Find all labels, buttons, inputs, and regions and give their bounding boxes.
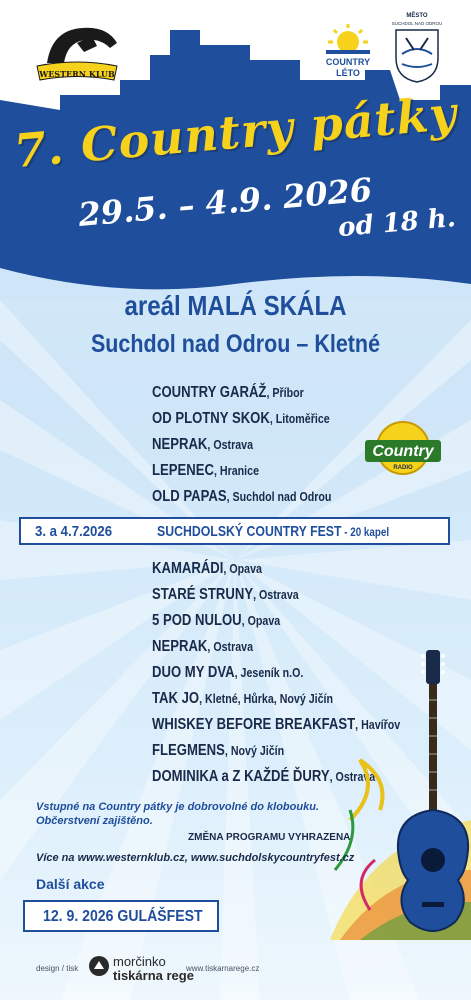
info-websites	[36, 851, 354, 865]
country-leto-logo	[316, 22, 380, 82]
printer-logo-icon	[88, 955, 110, 977]
logo-middle-text-1: COUNTRY	[325, 57, 371, 67]
program-place: , Litoměřice	[269, 411, 330, 426]
program-place: , Havířov	[355, 717, 401, 732]
info-refreshments: Občerstvení zajištěno.	[36, 815, 153, 827]
more-events-label: Další akce	[36, 876, 105, 892]
program-band: NEPRAK, Ostrava	[152, 436, 254, 453]
program-band: DUO MY DVA, Jeseník n.O.	[152, 664, 304, 681]
town-crest-logo	[388, 8, 446, 84]
program-band: OD PLOTNY SKOK, Litoměřice	[152, 410, 330, 427]
program-band: 5 POD NULOU, Opava	[152, 612, 281, 629]
western-klub-logo	[22, 18, 132, 98]
program-band: NEPRAK, Ostrava	[152, 638, 254, 655]
event-date-range: 29.5. – 4.9. 2026	[76, 170, 374, 235]
program-place: , Nový Jičín	[224, 743, 285, 758]
program-band: STARÉ STRUNY, Ostrava	[152, 586, 299, 603]
program-place: , Hranice	[213, 463, 260, 478]
program-place: , Jeseník n.O.	[234, 665, 304, 680]
program-band: DOMINIKA a Z KAŽDÉ ĎURY, Ostrava	[152, 768, 376, 785]
festival-highlight-box	[19, 517, 450, 545]
footer	[0, 944, 471, 1000]
country-radio-logo	[363, 420, 443, 480]
radio-sub: RADIO	[393, 465, 413, 471]
program-place: , Ostrava	[253, 587, 299, 602]
program-place: , Kletné, Hůrka, Nový Jičín	[199, 691, 334, 706]
info-program-change: ZMĚNA PROGRAMU VYHRAZENA	[188, 832, 351, 843]
footer-brand-line1: morčinko	[113, 954, 166, 969]
more-event-item: 12. 9. 2026 GULÁŠFEST	[43, 908, 203, 925]
program-place: , Ostrava	[207, 437, 254, 452]
festival-name: SUCHDOLSKÝ COUNTRY FEST - 20 kapel	[157, 523, 390, 540]
program-place: , Ostrava	[207, 639, 254, 654]
program-place: , Opava	[241, 613, 281, 628]
program-band: TAK JO, Kletné, Hůrka, Nový Jičín	[152, 690, 334, 707]
footer-url: www.tiskarnarege.cz	[186, 964, 260, 973]
program-band: WHISKEY BEFORE BREAKFAST, Havířov	[152, 716, 401, 733]
program-band: OLD PAPAS, Suchdol nad Odrou	[152, 488, 332, 505]
program-place: , Příbor	[266, 385, 304, 400]
program-place: , Opava	[223, 561, 262, 576]
event-start-time: od 18 h.	[336, 203, 457, 244]
info-web-text: Více na www.westernklub.cz, www.suchdolskycountryfest.cz	[36, 852, 355, 864]
footer-design-label: design / tisk	[36, 964, 79, 973]
radio-name: Country	[372, 443, 434, 460]
info-block	[36, 800, 356, 828]
program-band: KAMARÁDI, Opava	[152, 560, 262, 577]
venue-name: areál MALÁ SKÁLA	[124, 290, 347, 321]
program-band: COUNTRY GARÁŽ, Příbor	[152, 384, 304, 401]
footer-brand-line2: tiskárna rege	[113, 968, 194, 983]
logo-left-text: WESTERN KLUB	[39, 69, 115, 79]
program-place: , Suchdol nad Odrou	[226, 489, 332, 504]
event-title: 7. Country pátky	[11, 85, 460, 179]
festival-note: - 20 kapel	[341, 525, 390, 539]
program-place: , Ostrava	[329, 769, 376, 784]
info-entry-fee: Vstupné na Country pátky je dobrovolné do klobouku.	[36, 801, 319, 813]
more-events-box	[23, 900, 219, 932]
logo-middle-text-2: LÉTO	[336, 68, 360, 78]
logo-right-text-2: SUCHDOL NAD ODROU	[391, 21, 443, 26]
program-band: FLEGMENS, Nový Jičín	[152, 742, 285, 759]
guitar-illustration	[330, 640, 471, 940]
venue-location: Suchdol nad Odrou – Kletné	[90, 330, 381, 358]
logo-right-text-1: MĚSTO	[406, 13, 428, 19]
festival-date: 3. a 4.7.2026	[35, 523, 113, 540]
program-band: LEPENEC, Hranice	[152, 462, 260, 479]
